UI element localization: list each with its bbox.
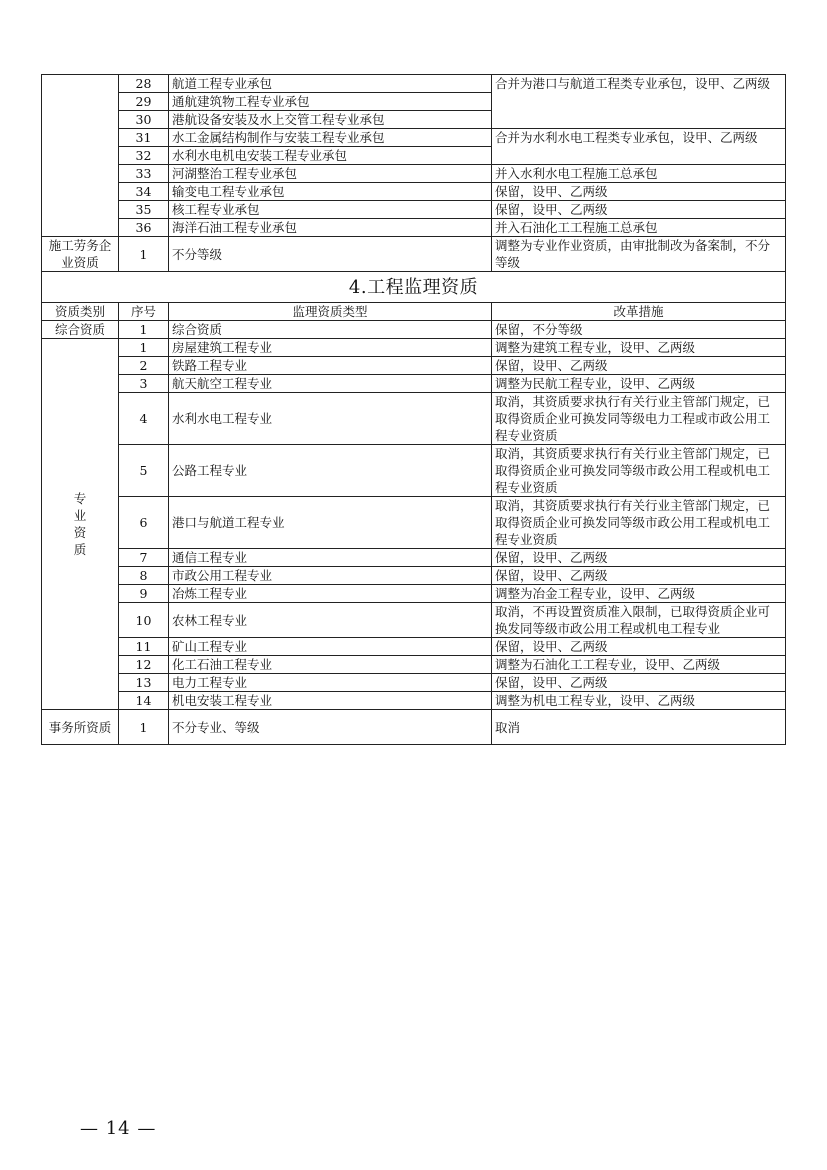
category-cell-professional: [42, 339, 119, 710]
table-row: [42, 237, 786, 272]
header-row: [42, 303, 786, 321]
reform-measure: 调整为民航工程专业，设甲、乙两级: [492, 375, 786, 393]
table-row: [42, 603, 786, 638]
table-row: [42, 549, 786, 567]
table-row: [42, 375, 786, 393]
reform-measure: 取消，不再设置资质准入限制，已取得资质企业可换发同等级市政公用工程或机电工程专业: [492, 603, 786, 638]
qualification-type: 铁路工程专业: [169, 357, 492, 375]
qualification-type: 市政公用工程专业: [169, 567, 492, 585]
qualification-type: 电力工程专业: [169, 674, 492, 692]
table-row: [42, 710, 786, 745]
qualification-type: 公路工程专业: [169, 445, 492, 497]
row-number: 1: [119, 710, 169, 745]
qualification-type: 水利水电工程专业: [169, 393, 492, 445]
table-row: [42, 567, 786, 585]
row-number: 6: [119, 497, 169, 549]
row-number: 12: [119, 656, 169, 674]
table-row: [42, 656, 786, 674]
row-number: 29: [119, 93, 169, 111]
qualification-type: 矿山工程专业: [169, 638, 492, 656]
reform-measure: 合并为港口与航道工程类专业承包，设甲、乙两级: [492, 75, 786, 129]
qualification-type: 水利水电机电安装工程专业承包: [169, 147, 492, 165]
row-number: 34: [119, 183, 169, 201]
row-number: 32: [119, 147, 169, 165]
row-number: 5: [119, 445, 169, 497]
header-number: 序号: [119, 303, 169, 321]
qualification-type: 冶炼工程专业: [169, 585, 492, 603]
reform-measure: 取消，其资质要求执行有关行业主管部门规定，已取得资质企业可换发同等级市政公用工程或机电工程专业资质: [492, 445, 786, 497]
header-measure: 改革措施: [492, 303, 786, 321]
table-row: [42, 674, 786, 692]
row-number: 1: [119, 321, 169, 339]
reform-measure: 调整为建筑工程专业，设甲、乙两级: [492, 339, 786, 357]
qualification-type: 海洋石油工程专业承包: [169, 219, 492, 237]
table-row: [42, 219, 786, 237]
row-number: 7: [119, 549, 169, 567]
qualification-type: 水工金属结构制作与安装工程专业承包: [169, 129, 492, 147]
reform-measure: 调整为石油化工工程专业，设甲、乙两级: [492, 656, 786, 674]
table-row: [42, 165, 786, 183]
reform-measure: 取消: [492, 710, 786, 745]
qualification-type: 核工程专业承包: [169, 201, 492, 219]
qualification-type: 房屋建筑工程专业: [169, 339, 492, 357]
row-number: 3: [119, 375, 169, 393]
reform-measure: 保留，设甲、乙两级: [492, 638, 786, 656]
qualification-type: 航道工程专业承包: [169, 75, 492, 93]
reform-measure: 调整为冶金工程专业，设甲、乙两级: [492, 585, 786, 603]
table-row: [42, 692, 786, 710]
row-number: 14: [119, 692, 169, 710]
qualification-type: 不分专业、等级: [169, 710, 492, 745]
section-title-row: [42, 272, 786, 303]
section-title: 4.工程监理资质: [42, 272, 786, 303]
row-number: 31: [119, 129, 169, 147]
reform-measure: 取消，其资质要求执行有关行业主管部门规定，已取得资质企业可换发同等级市政公用工程或机电工程专业资质: [492, 497, 786, 549]
header-type: 监理资质类型: [169, 303, 492, 321]
qualification-type: 综合资质: [169, 321, 492, 339]
row-number: 35: [119, 201, 169, 219]
qualification-type: 港航设备安装及水上交管工程专业承包: [169, 111, 492, 129]
row-number: 1: [119, 237, 169, 272]
qualification-type: 通航建筑物工程专业承包: [169, 93, 492, 111]
qualification-type: 农林工程专业: [169, 603, 492, 638]
row-number: 1: [119, 339, 169, 357]
qualification-type: 输变电工程专业承包: [169, 183, 492, 201]
qualification-type: 通信工程专业: [169, 549, 492, 567]
qualification-type: 不分等级: [169, 237, 492, 272]
reform-measure: 保留，不分等级: [492, 321, 786, 339]
reform-measure: 保留，设甲、乙两级: [492, 674, 786, 692]
table-row: [42, 585, 786, 603]
reform-measure: 保留，设甲、乙两级: [492, 357, 786, 375]
reform-measure: 保留，设甲、乙两级: [492, 567, 786, 585]
table-row: [42, 201, 786, 219]
reform-measure: 保留，设甲、乙两级: [492, 549, 786, 567]
table-row: [42, 497, 786, 549]
qualification-type: 河湖整治工程专业承包: [169, 165, 492, 183]
reform-measure: 保留，设甲、乙两级: [492, 183, 786, 201]
category-cell: 综合资质: [42, 321, 119, 339]
qualification-reform-table: [41, 74, 786, 745]
table-row: [42, 638, 786, 656]
table-row: [42, 393, 786, 445]
table-row: [42, 183, 786, 201]
row-number: 9: [119, 585, 169, 603]
row-number: 8: [119, 567, 169, 585]
reform-measure: 并入石油化工工程施工总承包: [492, 219, 786, 237]
row-number: 33: [119, 165, 169, 183]
category-cell: 施工劳务企业资质: [42, 237, 119, 272]
professional-category-label: 专业资质: [73, 491, 87, 557]
page-number: — 14 —: [80, 1118, 157, 1139]
row-number: 11: [119, 638, 169, 656]
header-category: 资质类别: [42, 303, 119, 321]
qualification-type: 化工石油工程专业: [169, 656, 492, 674]
table-row: [42, 75, 786, 93]
table-row: [42, 339, 786, 357]
row-number: 2: [119, 357, 169, 375]
row-number: 4: [119, 393, 169, 445]
reform-measure: 取消，其资质要求执行有关行业主管部门规定，已取得资质企业可换发同等级电力工程或市政公用工程专业资质: [492, 393, 786, 445]
row-number: 30: [119, 111, 169, 129]
reform-measure: 合并为水利水电工程类专业承包，设甲、乙两级: [492, 129, 786, 165]
row-number: 10: [119, 603, 169, 638]
table-row: [42, 321, 786, 339]
category-cell-empty: [42, 75, 119, 237]
category-cell: 事务所资质: [42, 710, 119, 745]
table-row: [42, 445, 786, 497]
reform-measure: 保留，设甲、乙两级: [492, 201, 786, 219]
reform-measure: 调整为机电工程专业，设甲、乙两级: [492, 692, 786, 710]
row-number: 28: [119, 75, 169, 93]
table-row: [42, 129, 786, 147]
table-row: [42, 357, 786, 375]
qualification-type: 机电安装工程专业: [169, 692, 492, 710]
row-number: 36: [119, 219, 169, 237]
reform-measure: 调整为专业作业资质，由审批制改为备案制，不分等级: [492, 237, 786, 272]
reform-measure: 并入水利水电工程施工总承包: [492, 165, 786, 183]
qualification-type: 港口与航道工程专业: [169, 497, 492, 549]
row-number: 13: [119, 674, 169, 692]
qualification-type: 航天航空工程专业: [169, 375, 492, 393]
